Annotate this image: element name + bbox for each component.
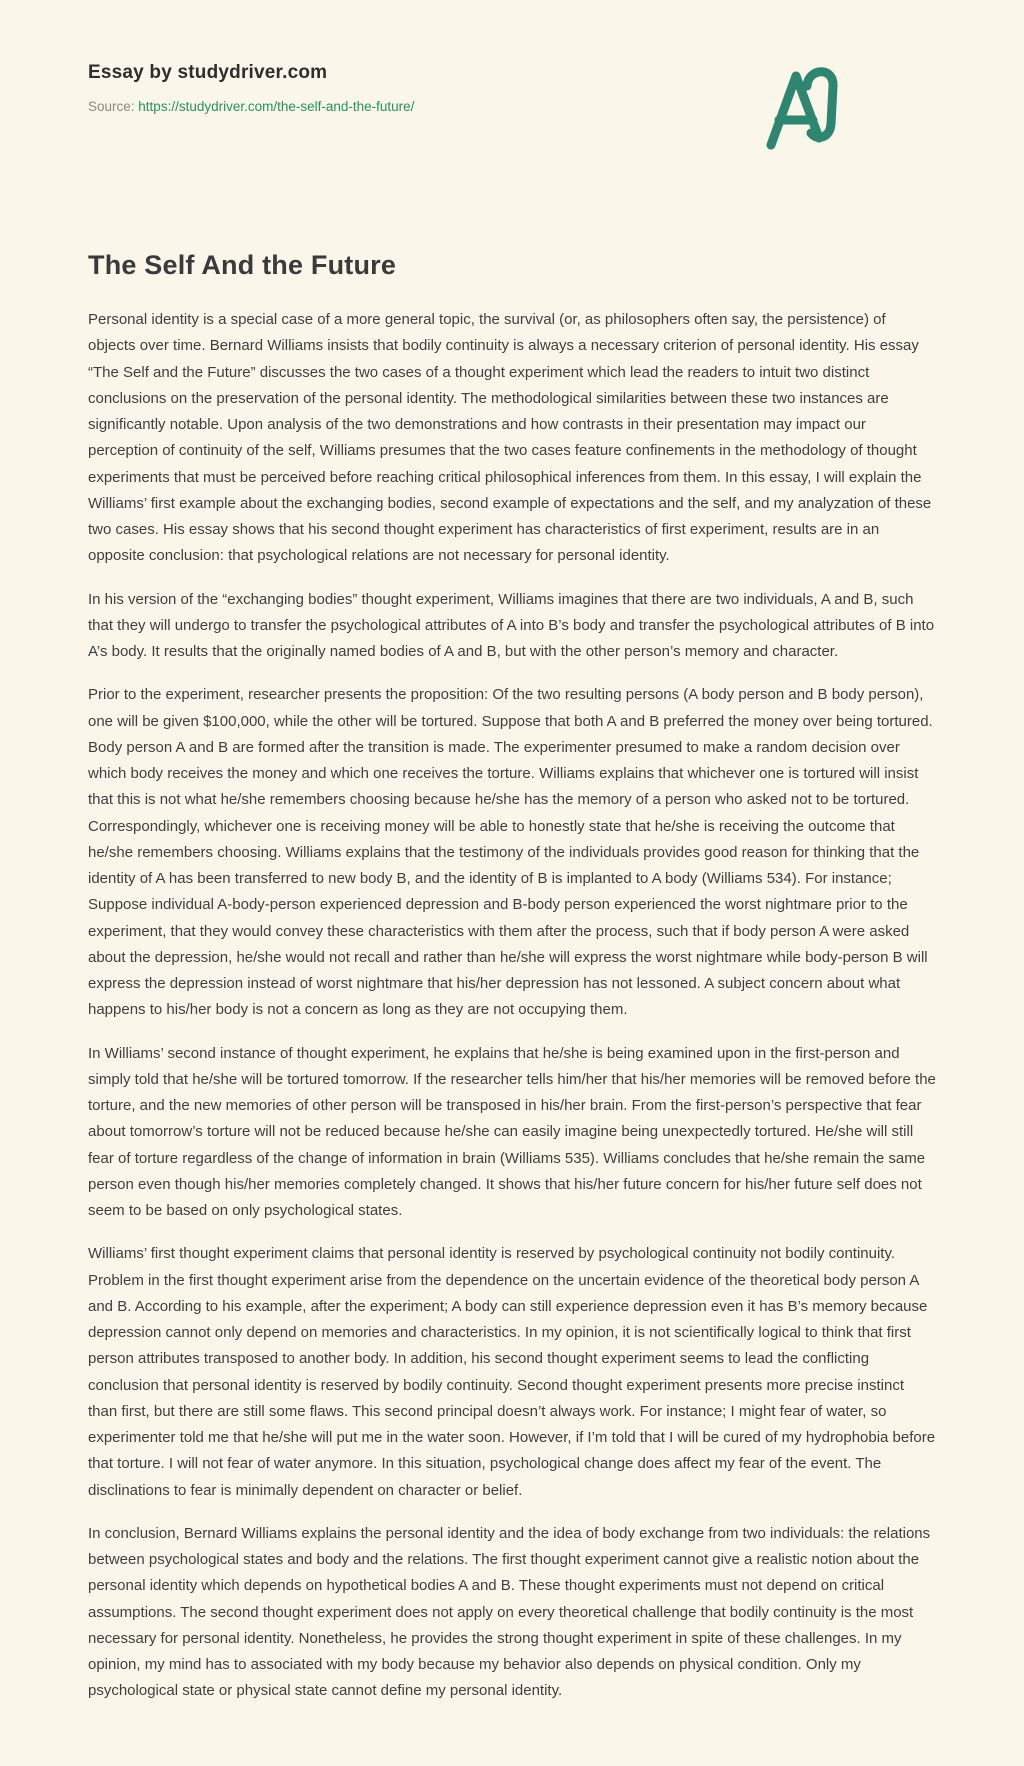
essay-body [88, 250, 936, 1705]
essay-paragraph-5: Williams’ first thought experiment claims that personal identity is reserved by psychological continuity not bodily continuity. Problem in the first thought experiment arise from the dependence on the uncertain evidence of the theoretical body person A and B. According to his example, after the experiment; A body can still experience depression even it has B’s memory because depression cannot only depend on memories and characteristics. In my opinion, it is not scientifically logical to think that first person attributes transposed to another body. In addition, his second thought experiment seems to lead the conflicting conclusion that personal identity is reserved by bodily continuity. Second thought experiment presents more precise instinct than first, but there are still some flaws. This second principal doesn’t always work. For instance; I might fear of water, so experimenter told me that he/she will put me in the water soon. However, if I’m told that I will be cured of my hydrophobia before that torture. I will not fear of water anymore. In this situation, psychological change does affect my fear of the event. The disclinations to fear is minimally dependent on character or belief. [88, 1245, 936, 1499]
byline: Essay by studydriver.com [88, 62, 328, 83]
essay-paragraph-4: In Williams’ second instance of thought experiment, he explains that he/she is being examined upon in the first-person and simply told that he/she will be tortured tomorrow. If the researcher tells him/her that his/her memories will be removed before the torture, and the new memories of other person will be transposed in his/her brain. From the first-person’s perspective that fear about tomorrow’s torture will not be reduced because he/she can easily imagine being unexpectedly tortured. He/she will still fear of torture regardless of the change of information in brain (Williams 535). Williams concludes that he/she remain the same person even though his/her memories completely changed. It shows that his/her future concern for his/her future self does not seem to be based on only psychological states. [88, 1044, 936, 1219]
essay-paragraph-6: In conclusion, Bernard Williams explains the personal identity and the idea of body exchange from two individuals: the relations between psychological states and body and the relations. The first thought experiment cannot give a realistic notion about the personal identity which depends on hypothetical bodies A and B. These thought experiments must not depend on critical assumptions. The second thought experiment does not apply on every theoretical challenge that bodily continuity is the most necessary for personal identity. Nonetheless, he provides the strong thought experiment in spite of these challenges. In my opinion, my mind has to associated with my body because my behavior also depends on physical condition. Only my psychological state or physical state cannot define my personal identity. [88, 1524, 931, 1700]
studydriver-logo-icon [764, 62, 844, 154]
page-header [88, 62, 936, 154]
essay-paragraph-1: Personal identity is a special case of a more general topic, the survival (or, as philosophers often say, the persistence) of objects over time. Bernard Williams insists that bodily continuity is always a necessary criterion of personal identity. His essay “The Self and the Future” discusses the two cases of a thought experiment which lead the readers to intuit two distinct conclusions on the preservation of the personal identity. The methodological similarities between these two instances are significantly notable. Upon analysis of the two demonstrations and how contrasts in their presentation may impact our perception of continuity of the self, Williams presumes that the two cases feature confinements in the methodology of thought experiments that must be perceived before reaching critical philosophical inferences from them. In this essay, I will explain the Williams’ first example about the exchanging bodies, second example of expectations and the self, and my analyzation of these two cases. His essay shows that his second thought experiment has characteristics of first experiment, results are in an opposite conclusion: that psychological relations are not necessary for personal identity. [88, 311, 932, 565]
essay-paragraph-3: Prior to the experiment, researcher presents the proposition: Of the two resulting persons (A body person and B body person), one will be given $100,000, while the other will be tortured. Suppose that both A and B preferred the money over being tortured. Body person A and B are formed after the transition is made. The experimenter presumed to make a random decision over which body receives the money and which one receives the torture. Williams explains that whichever one is tortured will insist that this is not what he/she remembers choosing because he/she has the memory of a person who asked not to be tortured. Correspondingly, whichever one is receiving money will be able to honestly state that he/she is receiving the outcome that he/she remembers choosing. Williams explains that the testimony of the individuals provides good reason for thinking that the identity of A has been transferred to new body B, and the identity of B is implanted to A body (Williams 534). For instance; Suppose individual A-body-person experienced depression and B-body person experienced the worst nightmare prior to the experiment, that they would convey these characteristics with them after the process, such that if body person A were asked about the depression, he/she would not recall and rather than he/she will express the worst nightmare while body-person B will express the depression instead of worst nightmare that his/her depression has not lessoned. A subject concern about what happens to his/her body is not a concern as long as they are not occupying them. [88, 686, 933, 1019]
header-text-block [88, 62, 414, 114]
source-label: Source: [88, 99, 135, 114]
source-link[interactable]: https://studydriver.com/the-self-and-the-future/ [138, 99, 415, 114]
source-line [88, 99, 414, 114]
page-title: The Self And the Future [88, 250, 397, 280]
essay-paragraph-2: In his version of the “exchanging bodies” thought experiment, Williams imagines that there are two individuals, A and B, such that they will undergo to transfer the psychological attributes of A into B’s body and transfer the psychological attributes of B into A’s body. It results that the originally named bodies of A and B, but with the other person’s memory and character. [88, 590, 935, 660]
